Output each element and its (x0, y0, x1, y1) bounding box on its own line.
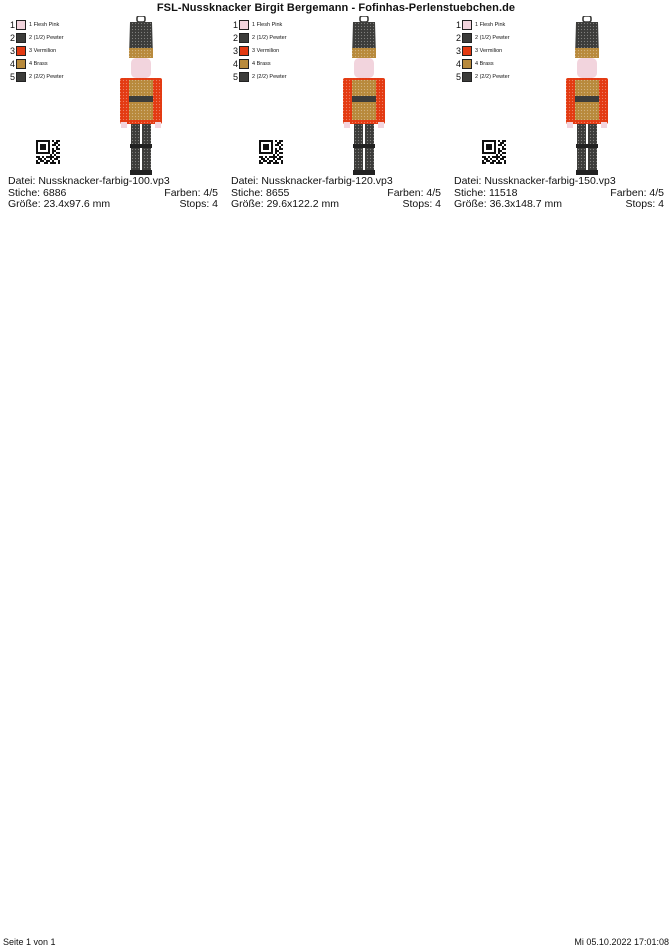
legend-row (231, 31, 287, 44)
qr-code-icon (36, 140, 60, 164)
color-swatch (16, 59, 26, 69)
nutcracker-figure (116, 16, 166, 176)
legend-row (8, 57, 64, 70)
color-swatch (239, 33, 249, 43)
design-panel (231, 14, 441, 214)
legend-color-name: 1 Flesh Pink (475, 21, 506, 28)
legend-row (454, 31, 510, 44)
legend-row (231, 44, 287, 57)
color-count: Farben: 4/5 (164, 186, 218, 199)
color-swatch (462, 33, 472, 43)
legend-number: 5 (232, 71, 238, 82)
legend-row (231, 70, 287, 83)
legend-color-name: 2 (2/2) Pewter (475, 73, 510, 80)
design-panel (8, 14, 218, 214)
legend-row (8, 70, 64, 83)
stitch-count: Stiche: 8655 (231, 186, 290, 199)
legend-color-name: 3 Vermilion (475, 47, 503, 54)
design-size: Größe: 36.3x148.7 mm (454, 198, 562, 210)
stop-count: Stops: 4 (179, 198, 218, 210)
color-swatch (16, 72, 26, 82)
legend-color-name: 4 Brass (29, 60, 48, 67)
color-legend (454, 18, 510, 83)
legend-number: 3 (232, 45, 238, 56)
color-swatch (16, 33, 26, 43)
print-timestamp: Mi 05.10.2022 17:01:08 (574, 937, 669, 947)
legend-number: 3 (9, 45, 15, 56)
legend-color-name: 2 (1/2) Pewter (475, 34, 510, 41)
legend-row (231, 18, 287, 31)
color-swatch (462, 59, 472, 69)
legend-row (8, 18, 64, 31)
file-name: Datei: Nussknacker-farbig-100.vp3 (8, 175, 170, 187)
legend-row (454, 18, 510, 31)
page-number: Seite 1 von 1 (3, 937, 56, 947)
design-size: Größe: 23.4x97.6 mm (8, 198, 111, 210)
legend-color-name: 4 Brass (252, 60, 271, 67)
legend-color-name: 1 Flesh Pink (29, 21, 60, 28)
design-info (8, 176, 218, 211)
legend-row (454, 44, 510, 57)
stitch-count: Stiche: 11518 (454, 186, 518, 199)
design-info (231, 176, 441, 211)
legend-color-name: 1 Flesh Pink (252, 21, 283, 28)
legend-number: 1 (232, 19, 238, 30)
legend-color-name: 4 Brass (475, 60, 494, 67)
stitch-count: Stiche: 6886 (8, 186, 67, 199)
stop-count: Stops: 4 (402, 198, 441, 210)
nutcracker-figure (339, 16, 389, 176)
legend-row (8, 44, 64, 57)
legend-number: 5 (9, 71, 15, 82)
color-swatch (16, 20, 26, 30)
design-size: Größe: 29.6x122.2 mm (231, 198, 339, 210)
qr-code-icon (482, 140, 506, 164)
design-info (454, 176, 664, 211)
legend-number: 5 (455, 71, 461, 82)
legend-number: 2 (455, 32, 461, 43)
legend-number: 4 (232, 58, 238, 69)
design-panel (454, 14, 664, 214)
color-swatch (239, 59, 249, 69)
legend-row (8, 31, 64, 44)
legend-number: 1 (9, 19, 15, 30)
color-swatch (239, 20, 249, 30)
legend-number: 1 (455, 19, 461, 30)
qr-code-icon (259, 140, 283, 164)
legend-number: 4 (9, 58, 15, 69)
legend-number: 3 (455, 45, 461, 56)
legend-row (454, 57, 510, 70)
color-legend (8, 18, 64, 83)
color-swatch (16, 46, 26, 56)
color-swatch (462, 72, 472, 82)
color-swatch (462, 46, 472, 56)
color-swatch (239, 72, 249, 82)
color-count: Farben: 4/5 (610, 186, 664, 199)
stop-count: Stops: 4 (625, 198, 664, 210)
legend-number: 2 (9, 32, 15, 43)
file-name: Datei: Nussknacker-farbig-150.vp3 (454, 175, 616, 187)
file-name: Datei: Nussknacker-farbig-120.vp3 (231, 175, 393, 187)
color-swatch (239, 46, 249, 56)
color-swatch (462, 20, 472, 30)
legend-color-name: 2 (1/2) Pewter (252, 34, 287, 41)
legend-color-name: 2 (2/2) Pewter (252, 73, 287, 80)
page-title: FSL-Nussknacker Birgit Bergemann - Fofinhas-Perlenstuebchen.de (156, 2, 516, 14)
color-legend (231, 18, 287, 83)
legend-row (231, 57, 287, 70)
legend-number: 4 (455, 58, 461, 69)
color-count: Farben: 4/5 (387, 186, 441, 199)
nutcracker-figure (562, 16, 612, 176)
legend-color-name: 2 (2/2) Pewter (29, 73, 64, 80)
legend-color-name: 3 Vermilion (29, 47, 57, 54)
legend-color-name: 2 (1/2) Pewter (29, 34, 64, 41)
legend-row (454, 70, 510, 83)
legend-color-name: 3 Vermilion (252, 47, 280, 54)
legend-number: 2 (232, 32, 238, 43)
